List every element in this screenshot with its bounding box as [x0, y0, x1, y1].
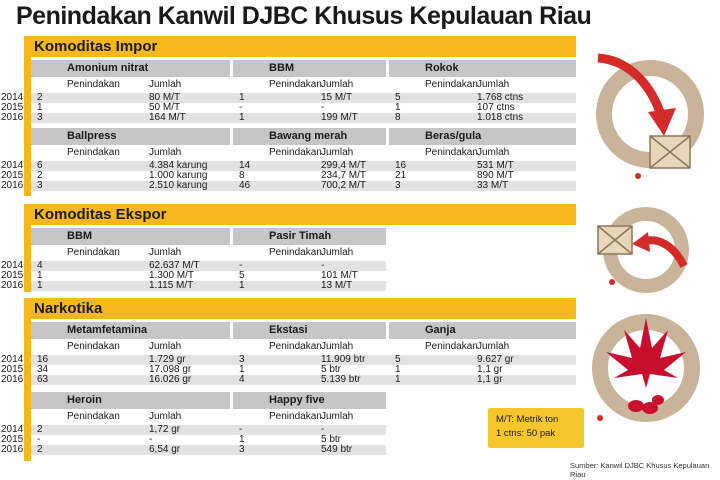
- cell-penindakan: -: [37, 434, 41, 445]
- cell-jumlah: 16.026 gr: [149, 374, 192, 385]
- cell-penindakan: 8: [239, 170, 245, 181]
- cell-penindakan: 1: [239, 280, 245, 291]
- group-header: Rokok: [389, 60, 576, 77]
- note-line-2: 1 ctns: 50 pak: [496, 428, 556, 439]
- cell-jumlah: -: [321, 424, 325, 435]
- cell-penindakan: 1: [395, 374, 401, 385]
- cell-jumlah: 5 btr: [321, 434, 342, 445]
- column-header-jumlah: Jumlah: [321, 79, 354, 90]
- column-header-penindakan: Penindakan: [67, 341, 120, 352]
- year-label: 2014: [1, 354, 24, 365]
- year-label: 2014: [1, 260, 24, 271]
- cell-jumlah: -: [321, 102, 325, 113]
- column-header-jumlah: Jumlah: [149, 247, 182, 258]
- year-label: 2014: [1, 160, 24, 171]
- column-header-jumlah: Jumlah: [321, 247, 354, 258]
- cell-penindakan: 3: [37, 112, 43, 123]
- year-label: 2016: [1, 180, 24, 191]
- units-note: [488, 408, 584, 448]
- section-impor-accent: [24, 57, 31, 196]
- section-ekspor-header: Komoditas Ekspor: [24, 204, 576, 225]
- cell-jumlah: 80 M/T: [149, 92, 181, 103]
- cell-penindakan: 2: [37, 170, 43, 181]
- cell-penindakan: 1: [239, 92, 245, 103]
- group-header: Ganja: [389, 322, 576, 339]
- year-label: 2016: [1, 280, 24, 291]
- year-label: 2014: [1, 92, 24, 103]
- cell-penindakan: 2: [37, 424, 43, 435]
- column-header-jumlah: Jumlah: [477, 79, 510, 90]
- cell-penindakan: 21: [395, 170, 407, 181]
- cell-jumlah: 199 M/T: [321, 112, 358, 123]
- export-arrow-icon: [586, 206, 704, 298]
- group-header: Bawang merah: [233, 128, 386, 145]
- cell-jumlah: -: [321, 260, 325, 271]
- column-header-penindakan: Penindakan: [67, 247, 120, 258]
- cell-penindakan: 3: [239, 354, 245, 365]
- column-header-penindakan: Penindakan: [269, 411, 322, 422]
- column-header-penindakan: Penindakan: [269, 147, 322, 158]
- cell-jumlah: 5 btr: [321, 364, 342, 375]
- cell-penindakan: 2: [37, 444, 43, 455]
- cell-jumlah: 531 M/T: [477, 160, 514, 171]
- section-impor-header: Komoditas Impor: [24, 36, 576, 57]
- group-header: Beras/gula: [389, 128, 576, 145]
- cell-jumlah: 4.384 karung: [149, 160, 208, 171]
- section-narkotika-accent: [24, 319, 31, 461]
- cell-jumlah: 164 M/T: [149, 112, 186, 123]
- cell-penindakan: 1: [239, 434, 245, 445]
- column-header-penindakan: Penindakan: [425, 79, 478, 90]
- cell-penindakan: 2: [37, 92, 43, 103]
- column-header-jumlah: Jumlah: [321, 341, 354, 352]
- column-header-penindakan: Penindakan: [269, 247, 322, 258]
- year-label: 2016: [1, 444, 24, 455]
- cell-jumlah: 62.637 M/T: [149, 260, 200, 271]
- cell-jumlah: 101 M/T: [321, 270, 358, 281]
- cell-jumlah: 50 M/T: [149, 102, 181, 113]
- column-header-penindakan: Penindakan: [425, 341, 478, 352]
- year-label: 2015: [1, 170, 24, 181]
- cell-penindakan: 8: [395, 112, 401, 123]
- cell-penindakan: 6: [37, 160, 43, 171]
- cell-jumlah: 6,54 gr: [149, 444, 181, 455]
- column-header-jumlah: Jumlah: [477, 341, 510, 352]
- cell-penindakan: -: [239, 102, 243, 113]
- cell-penindakan: 4: [239, 374, 245, 385]
- group-header: BBM: [31, 228, 230, 245]
- cell-jumlah: 107 ctns: [477, 102, 515, 113]
- cell-jumlah: 890 M/T: [477, 170, 514, 181]
- source-credit: Sumber: Kanwil DJBC Khusus Kepulauan Riau: [570, 461, 710, 479]
- page-title: Penindakan Kanwil DJBC Khusus Kepulauan Riau: [16, 2, 592, 30]
- cell-jumlah: 33 M/T: [477, 180, 509, 191]
- column-header-penindakan: Penindakan: [67, 147, 120, 158]
- column-header-jumlah: Jumlah: [477, 147, 510, 158]
- cell-penindakan: 16: [395, 160, 407, 171]
- cell-penindakan: -: [239, 424, 243, 435]
- cell-jumlah: 2.510 karung: [149, 180, 208, 191]
- cell-penindakan: 1: [395, 102, 401, 113]
- year-label: 2015: [1, 434, 24, 445]
- cell-jumlah: 299,4 M/T: [321, 160, 367, 171]
- column-header-penindakan: Penindakan: [67, 411, 120, 422]
- cell-penindakan: 5: [239, 270, 245, 281]
- cell-jumlah: 700,2 M/T: [321, 180, 367, 191]
- group-header: Pasir Timah: [233, 228, 386, 245]
- group-header: Metamfetamina: [31, 322, 230, 339]
- cell-jumlah: 1,72 gr: [149, 424, 181, 435]
- year-label: 2015: [1, 270, 24, 281]
- cell-penindakan: 1: [37, 102, 43, 113]
- cell-jumlah: 1.768 ctns: [477, 92, 524, 103]
- cell-penindakan: 5: [395, 92, 401, 103]
- column-header-jumlah: Jumlah: [149, 79, 182, 90]
- cell-penindakan: -: [239, 260, 243, 271]
- group-header: Happy five: [233, 392, 386, 409]
- cell-penindakan: 14: [239, 160, 251, 171]
- year-label: 2016: [1, 112, 24, 123]
- cell-penindakan: 1: [239, 364, 245, 375]
- column-header-penindakan: Penindakan: [269, 79, 322, 90]
- section-narkotika-header: Narkotika: [24, 298, 576, 319]
- cell-penindakan: 4: [37, 260, 43, 271]
- cell-penindakan: 34: [37, 364, 49, 375]
- year-label: 2015: [1, 364, 24, 375]
- cell-jumlah: 11.909 btr: [321, 354, 366, 365]
- year-label: 2015: [1, 102, 24, 113]
- cell-penindakan: 3: [37, 180, 43, 191]
- cell-jumlah: 1.300 M/T: [149, 270, 195, 281]
- cell-jumlah: 1.115 M/T: [149, 280, 194, 291]
- cell-jumlah: 13 M/T: [321, 280, 353, 291]
- cell-jumlah: 17.098 gr: [149, 364, 192, 375]
- column-header-jumlah: Jumlah: [321, 147, 354, 158]
- note-line-1: M/T: Metrik ton: [496, 414, 559, 425]
- cannabis-leaf-icon: [586, 308, 704, 428]
- year-label: 2016: [1, 374, 24, 385]
- cell-jumlah: 15 M/T: [321, 92, 353, 103]
- column-header-jumlah: Jumlah: [321, 411, 354, 422]
- cell-penindakan: 3: [239, 444, 245, 455]
- cell-penindakan: 1: [37, 270, 43, 281]
- cell-jumlah: 1.000 karung: [149, 170, 208, 181]
- column-header-penindakan: Penindakan: [425, 147, 478, 158]
- cell-jumlah: 234,7 M/T: [321, 170, 367, 181]
- cell-jumlah: 1.018 ctns: [477, 112, 524, 123]
- column-header-jumlah: Jumlah: [149, 411, 182, 422]
- year-label: 2014: [1, 424, 24, 435]
- cell-jumlah: 1,1 gr: [477, 374, 503, 385]
- cell-jumlah: -: [149, 434, 153, 445]
- cell-penindakan: 63: [37, 374, 49, 385]
- cell-penindakan: 1: [239, 112, 245, 123]
- column-header-penindakan: Penindakan: [67, 79, 120, 90]
- group-header: Amonium nitrat: [31, 60, 230, 77]
- import-arrow-icon: [586, 50, 704, 180]
- cell-jumlah: 9.627 gr: [477, 354, 514, 365]
- cell-penindakan: 1: [37, 280, 43, 291]
- cell-penindakan: 1: [395, 364, 401, 375]
- column-header-jumlah: Jumlah: [149, 147, 182, 158]
- cell-penindakan: 3: [395, 180, 401, 191]
- column-header-jumlah: Jumlah: [149, 341, 182, 352]
- group-header: Ekstasi: [233, 322, 386, 339]
- cell-jumlah: 1.729 gr: [149, 354, 186, 365]
- cell-jumlah: 5.139 btr: [321, 374, 361, 385]
- group-header: BBM: [233, 60, 386, 77]
- group-header: Ballpress: [31, 128, 230, 145]
- group-header: Heroin: [31, 392, 230, 409]
- section-ekspor-accent: [24, 225, 31, 292]
- cell-penindakan: 16: [37, 354, 49, 365]
- cell-jumlah: 1,1 gr: [477, 364, 503, 375]
- cell-penindakan: 5: [395, 354, 401, 365]
- cell-jumlah: 549 btr: [321, 444, 353, 455]
- column-header-penindakan: Penindakan: [269, 341, 322, 352]
- cell-penindakan: 46: [239, 180, 251, 191]
